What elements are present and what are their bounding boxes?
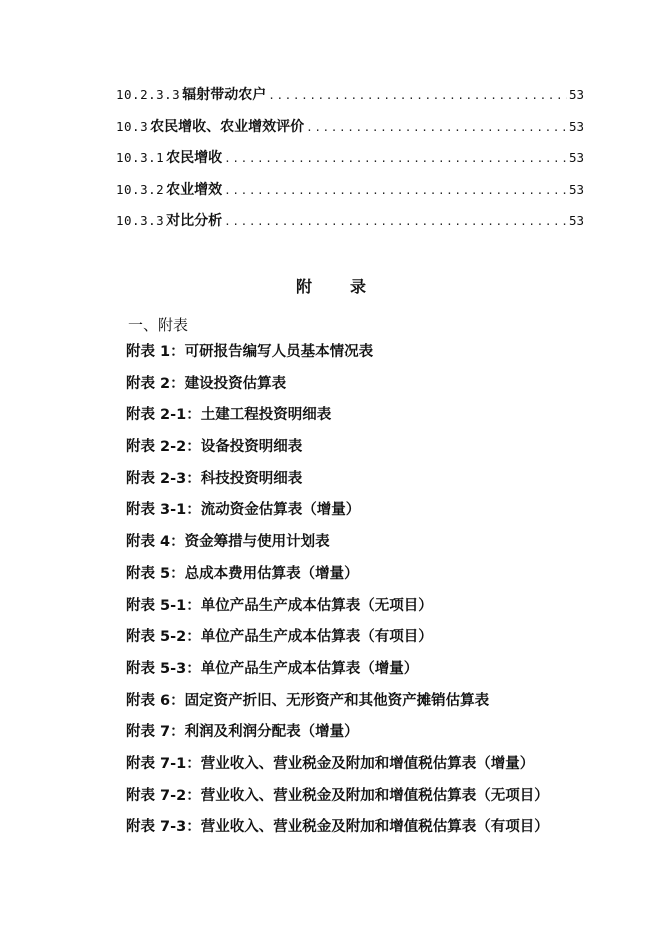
toc-entry-title: 农民增收、农业增效评价: [150, 118, 305, 135]
list-item: 附表 2-1：土建工程投资明细表: [126, 407, 332, 424]
table-of-contents: [116, 84, 584, 242]
toc-entry[interactable]: [116, 84, 584, 116]
toc-entry-number: 10.2.3.3: [116, 87, 181, 102]
toc-entry[interactable]: [116, 147, 584, 179]
toc-entry[interactable]: [116, 210, 584, 242]
list-item: 附表 1：可研报告编写人员基本情况表: [126, 344, 374, 360]
toc-entry-page: 53: [568, 87, 584, 102]
list-item: 附表 5-1：单位产品生产成本估算表（无项目）: [126, 597, 433, 614]
list-item: 附表 2-2：设备投资明细表: [126, 439, 303, 456]
toc-entry-title: 辐射带动农户: [182, 87, 267, 103]
toc-entry-page: 53: [568, 150, 584, 165]
toc-entry[interactable]: [116, 116, 584, 148]
list-item: 附表 3-1：流动资金估算表（增量）: [126, 502, 361, 519]
appendix-heading-left: 附: [295, 277, 312, 296]
toc-entry-title: 对比分析: [166, 213, 223, 229]
list-item: 附表 5-3：单位产品生产成本估算表（增量）: [126, 660, 419, 677]
list-item: 附表 7-1：营业收入、营业税金及附加和增值税估算表（增量）: [126, 755, 535, 772]
list-item: 附表 5：总成本费用估算表（增量）: [126, 565, 359, 582]
list-item: 附表 4：资金筹措与使用计划表: [126, 534, 330, 551]
toc-entry-number: 10.3: [116, 118, 149, 134]
toc-dot-leader: [268, 89, 567, 102]
toc-entry[interactable]: [116, 179, 584, 211]
toc-dot-leader: [224, 215, 567, 228]
section-title: 一、附表: [128, 316, 189, 334]
toc-dot-leader: [306, 121, 567, 134]
toc-entry-number: 10.3.2: [116, 181, 165, 197]
appendix-heading-right: 录: [350, 277, 367, 296]
toc-entry-page: 53: [568, 181, 584, 197]
toc-dot-leader: [224, 184, 567, 197]
appendix-heading: [0, 274, 662, 297]
list-item: 附表 7：利润及利润分配表（增量）: [126, 724, 359, 741]
toc-entry-page: 53: [568, 118, 584, 134]
list-item: 附表 6：固定资产折旧、无形资产和其他资产摊销估算表: [126, 692, 490, 709]
appendix-table-list: [126, 340, 549, 847]
toc-entry-title: 农民增收: [166, 150, 223, 166]
toc-entry-number: 10.3.3: [116, 213, 165, 228]
list-item: 附表 7-3：营业收入、营业税金及附加和增值税估算表（有项目）: [126, 819, 549, 836]
toc-entry-number: 10.3.1: [116, 150, 165, 165]
toc-entry-page: 53: [568, 213, 584, 228]
toc-entry-title: 农业增效: [166, 181, 223, 198]
list-item: 附表 2-3：科技投资明细表: [126, 470, 303, 487]
list-item: 附表 2：建设投资估算表: [126, 375, 287, 392]
list-item: 附表 5-2：单位产品生产成本估算表（有项目）: [126, 629, 433, 646]
toc-dot-leader: [224, 152, 567, 165]
list-item: 附表 7-2：营业收入、营业税金及附加和增值税估算表（无项目）: [126, 787, 549, 804]
